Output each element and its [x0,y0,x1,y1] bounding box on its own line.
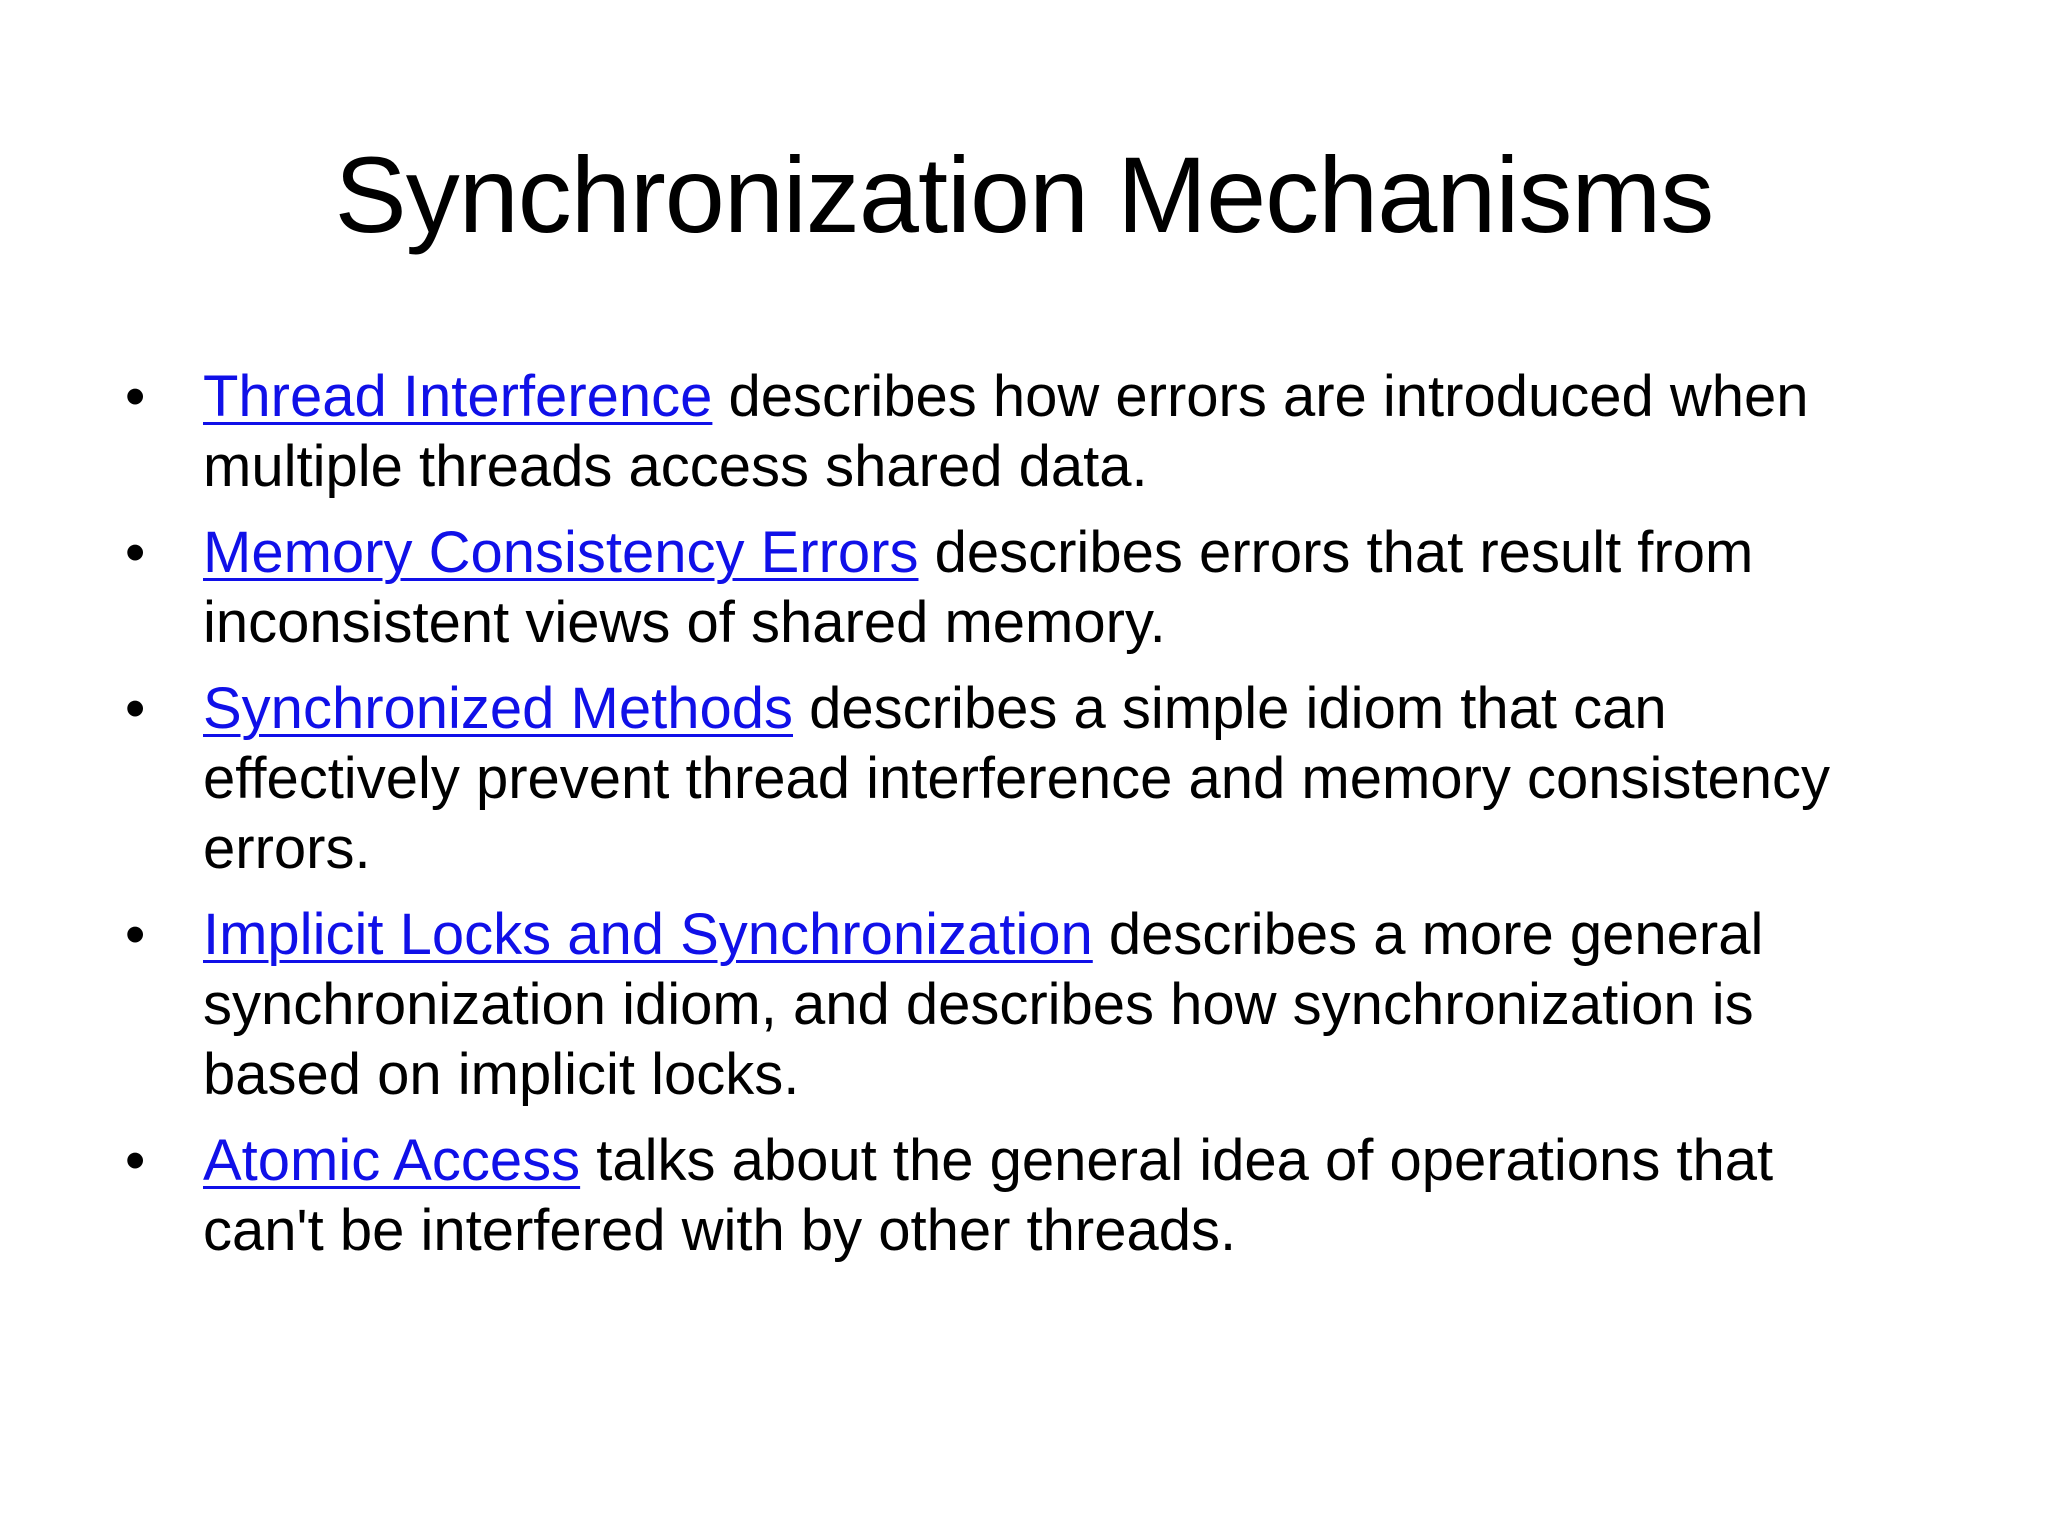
item-description: describes a simple idiom that can effectively prevent thread interference and memory consistency errors. [203,676,1830,881]
item-description: describes a more general synchronization idiom, and describes how synchronization is based on implicit locks. [203,902,1764,1107]
item-description: describes how errors are introduced when multiple threads access shared data. [203,364,1809,499]
link-implicit-locks[interactable]: Implicit Locks and Synchronization [203,902,1093,967]
bullet-icon: • [125,902,146,967]
bullet-icon: • [125,1128,146,1193]
item-description: describes errors that result from inconsistent views of shared memory. [203,520,1754,655]
slide-title: Synchronization Mechanisms [334,134,1714,255]
link-synchronized-methods[interactable]: Synchronized Methods [203,676,793,741]
list-item [125,900,1905,1110]
bullet-icon: • [125,520,146,585]
link-memory-consistency-errors[interactable]: Memory Consistency Errors [203,520,919,585]
link-atomic-access[interactable]: Atomic Access [203,1128,581,1193]
list-item [125,518,1905,658]
bullet-icon: • [125,364,146,429]
list-item [125,674,1905,884]
list-item [125,362,1905,502]
bullet-list [125,362,1905,1282]
list-item [125,1126,1905,1266]
item-description: talks about the general idea of operations that can't be interfered with by other threads. [203,1128,1774,1263]
link-thread-interference[interactable]: Thread Interference [203,364,713,429]
bullet-icon: • [125,676,146,741]
